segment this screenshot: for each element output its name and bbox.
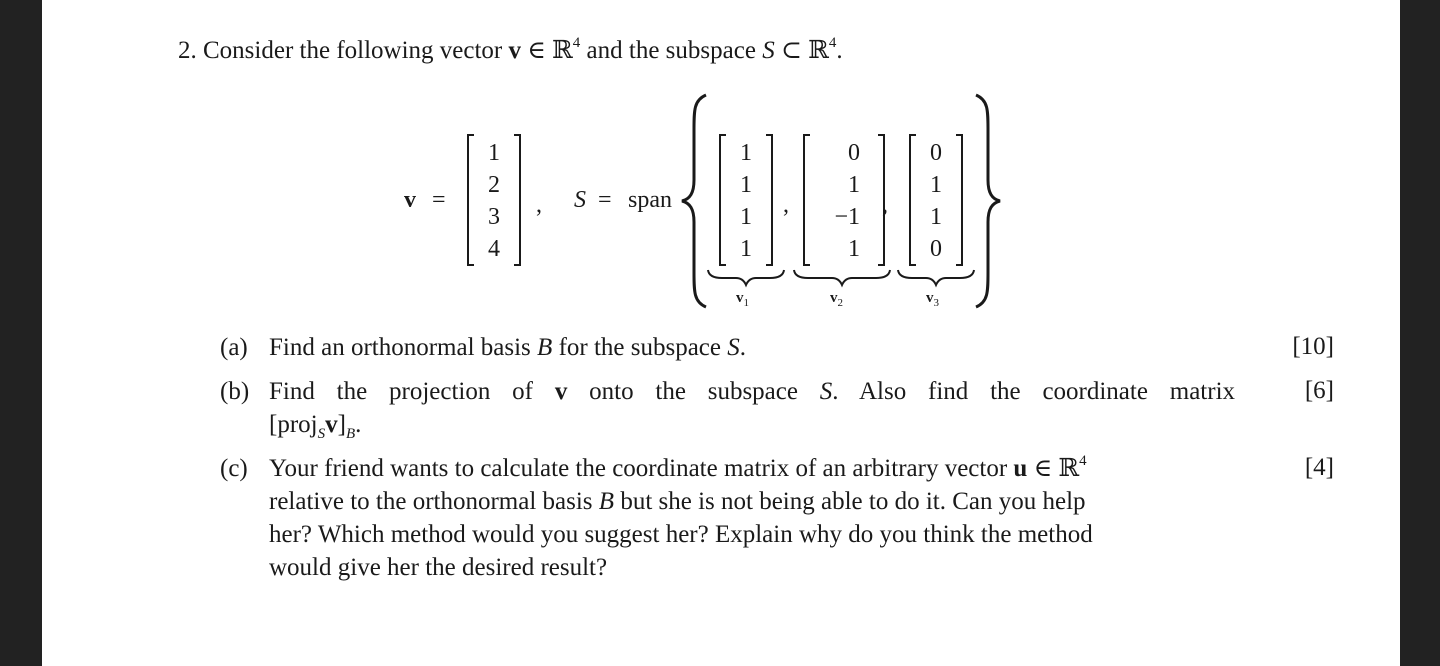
part-a-label: (a)	[220, 334, 248, 361]
reals-symbol: ℝ$^4$	[552, 35, 581, 64]
reals-symbol-2: ℝ$^4$.	[808, 35, 843, 64]
element-of-symbol: ∈	[527, 37, 546, 64]
part-b-line-2: $[proj_Sv]_B$.	[269, 411, 362, 442]
v1-underbrace	[708, 270, 784, 285]
v-entry: 1	[488, 140, 500, 166]
equation-display	[42, 0, 1400, 330]
part-a-marks: [10]	[1292, 333, 1334, 360]
vector-v-symbol: v	[508, 37, 521, 64]
v3-entry: 1	[930, 172, 942, 198]
v1-entry: 1	[740, 236, 752, 262]
eq-comma-2: ,	[783, 192, 789, 218]
subset-symbol: ⊂	[780, 37, 802, 64]
v-entry: 2	[488, 172, 500, 198]
v3-underbrace	[898, 270, 974, 285]
v2-entry: 1	[848, 236, 860, 262]
v-bracket-left	[468, 135, 474, 265]
v2-entry: −1	[834, 204, 860, 230]
v2-bracket-left	[804, 135, 810, 265]
part-c-line-3: her? Which method would you suggest her? Explain why do you think the method	[269, 521, 1093, 548]
v2-label: $v_2$	[830, 290, 843, 309]
question-number: 2.	[178, 37, 197, 64]
subspace-S-symbol: S	[762, 37, 775, 64]
part-b-marks: [6]	[1304, 377, 1334, 404]
set-brace-right	[976, 95, 1000, 307]
part-c-line-1: Your friend wants to calculate the coordinate matrix of an arbitrary vector u ∈ ℝ$^4$	[269, 453, 1087, 482]
v1-bracket-right	[766, 135, 772, 265]
part-c-line-2: relative to the orthonormal basis B but she is not being able to do it. Can you help	[269, 488, 1086, 515]
eq-equals-1: =	[432, 187, 446, 213]
document-page	[42, 0, 1400, 666]
part-c-marks: [4]	[1304, 454, 1334, 481]
v3-entry: 0	[930, 236, 942, 262]
part-b-label: (b)	[220, 378, 250, 405]
v2-underbrace	[794, 270, 890, 285]
v-entry: 4	[488, 236, 500, 262]
eq-span: span	[628, 187, 672, 213]
part-a-text: Find an orthonormal basis B for the subspace S.	[269, 334, 747, 361]
v1-entry: 1	[740, 204, 752, 230]
v3-entry: 1	[930, 204, 942, 230]
v1-label: $v_1$	[736, 290, 749, 309]
v-bracket-right	[514, 135, 520, 265]
intro-consider-text: Consider the following vector	[203, 37, 503, 64]
v1-entry: 1	[740, 172, 752, 198]
eq-comma-3: ,	[882, 192, 888, 218]
v3-bracket-left	[910, 135, 916, 265]
v1-bracket-left	[720, 135, 726, 265]
v3-entry: 0	[930, 140, 942, 166]
part-c-line-4: would give her the desired result?	[269, 554, 608, 581]
v-entry: 3	[488, 204, 500, 230]
v3-bracket-right	[956, 135, 962, 265]
eq-equals-2: =	[598, 187, 612, 213]
eq-comma-1: ,	[536, 192, 542, 218]
v2-entry: 1	[848, 172, 860, 198]
intro-and-text: and the subspace	[586, 37, 756, 64]
set-brace-left	[682, 95, 706, 307]
eq-S-label: S	[574, 187, 586, 213]
part-c-label: (c)	[220, 455, 248, 482]
eq-v-label: v	[404, 187, 416, 213]
v3-label: $v_3$	[926, 290, 939, 309]
part-b-line-1: Find the projection of v onto the subspace S. Also find the coordinate matrix	[269, 378, 1236, 405]
v1-entry: 1	[740, 140, 752, 166]
v2-entry: 0	[848, 140, 860, 166]
